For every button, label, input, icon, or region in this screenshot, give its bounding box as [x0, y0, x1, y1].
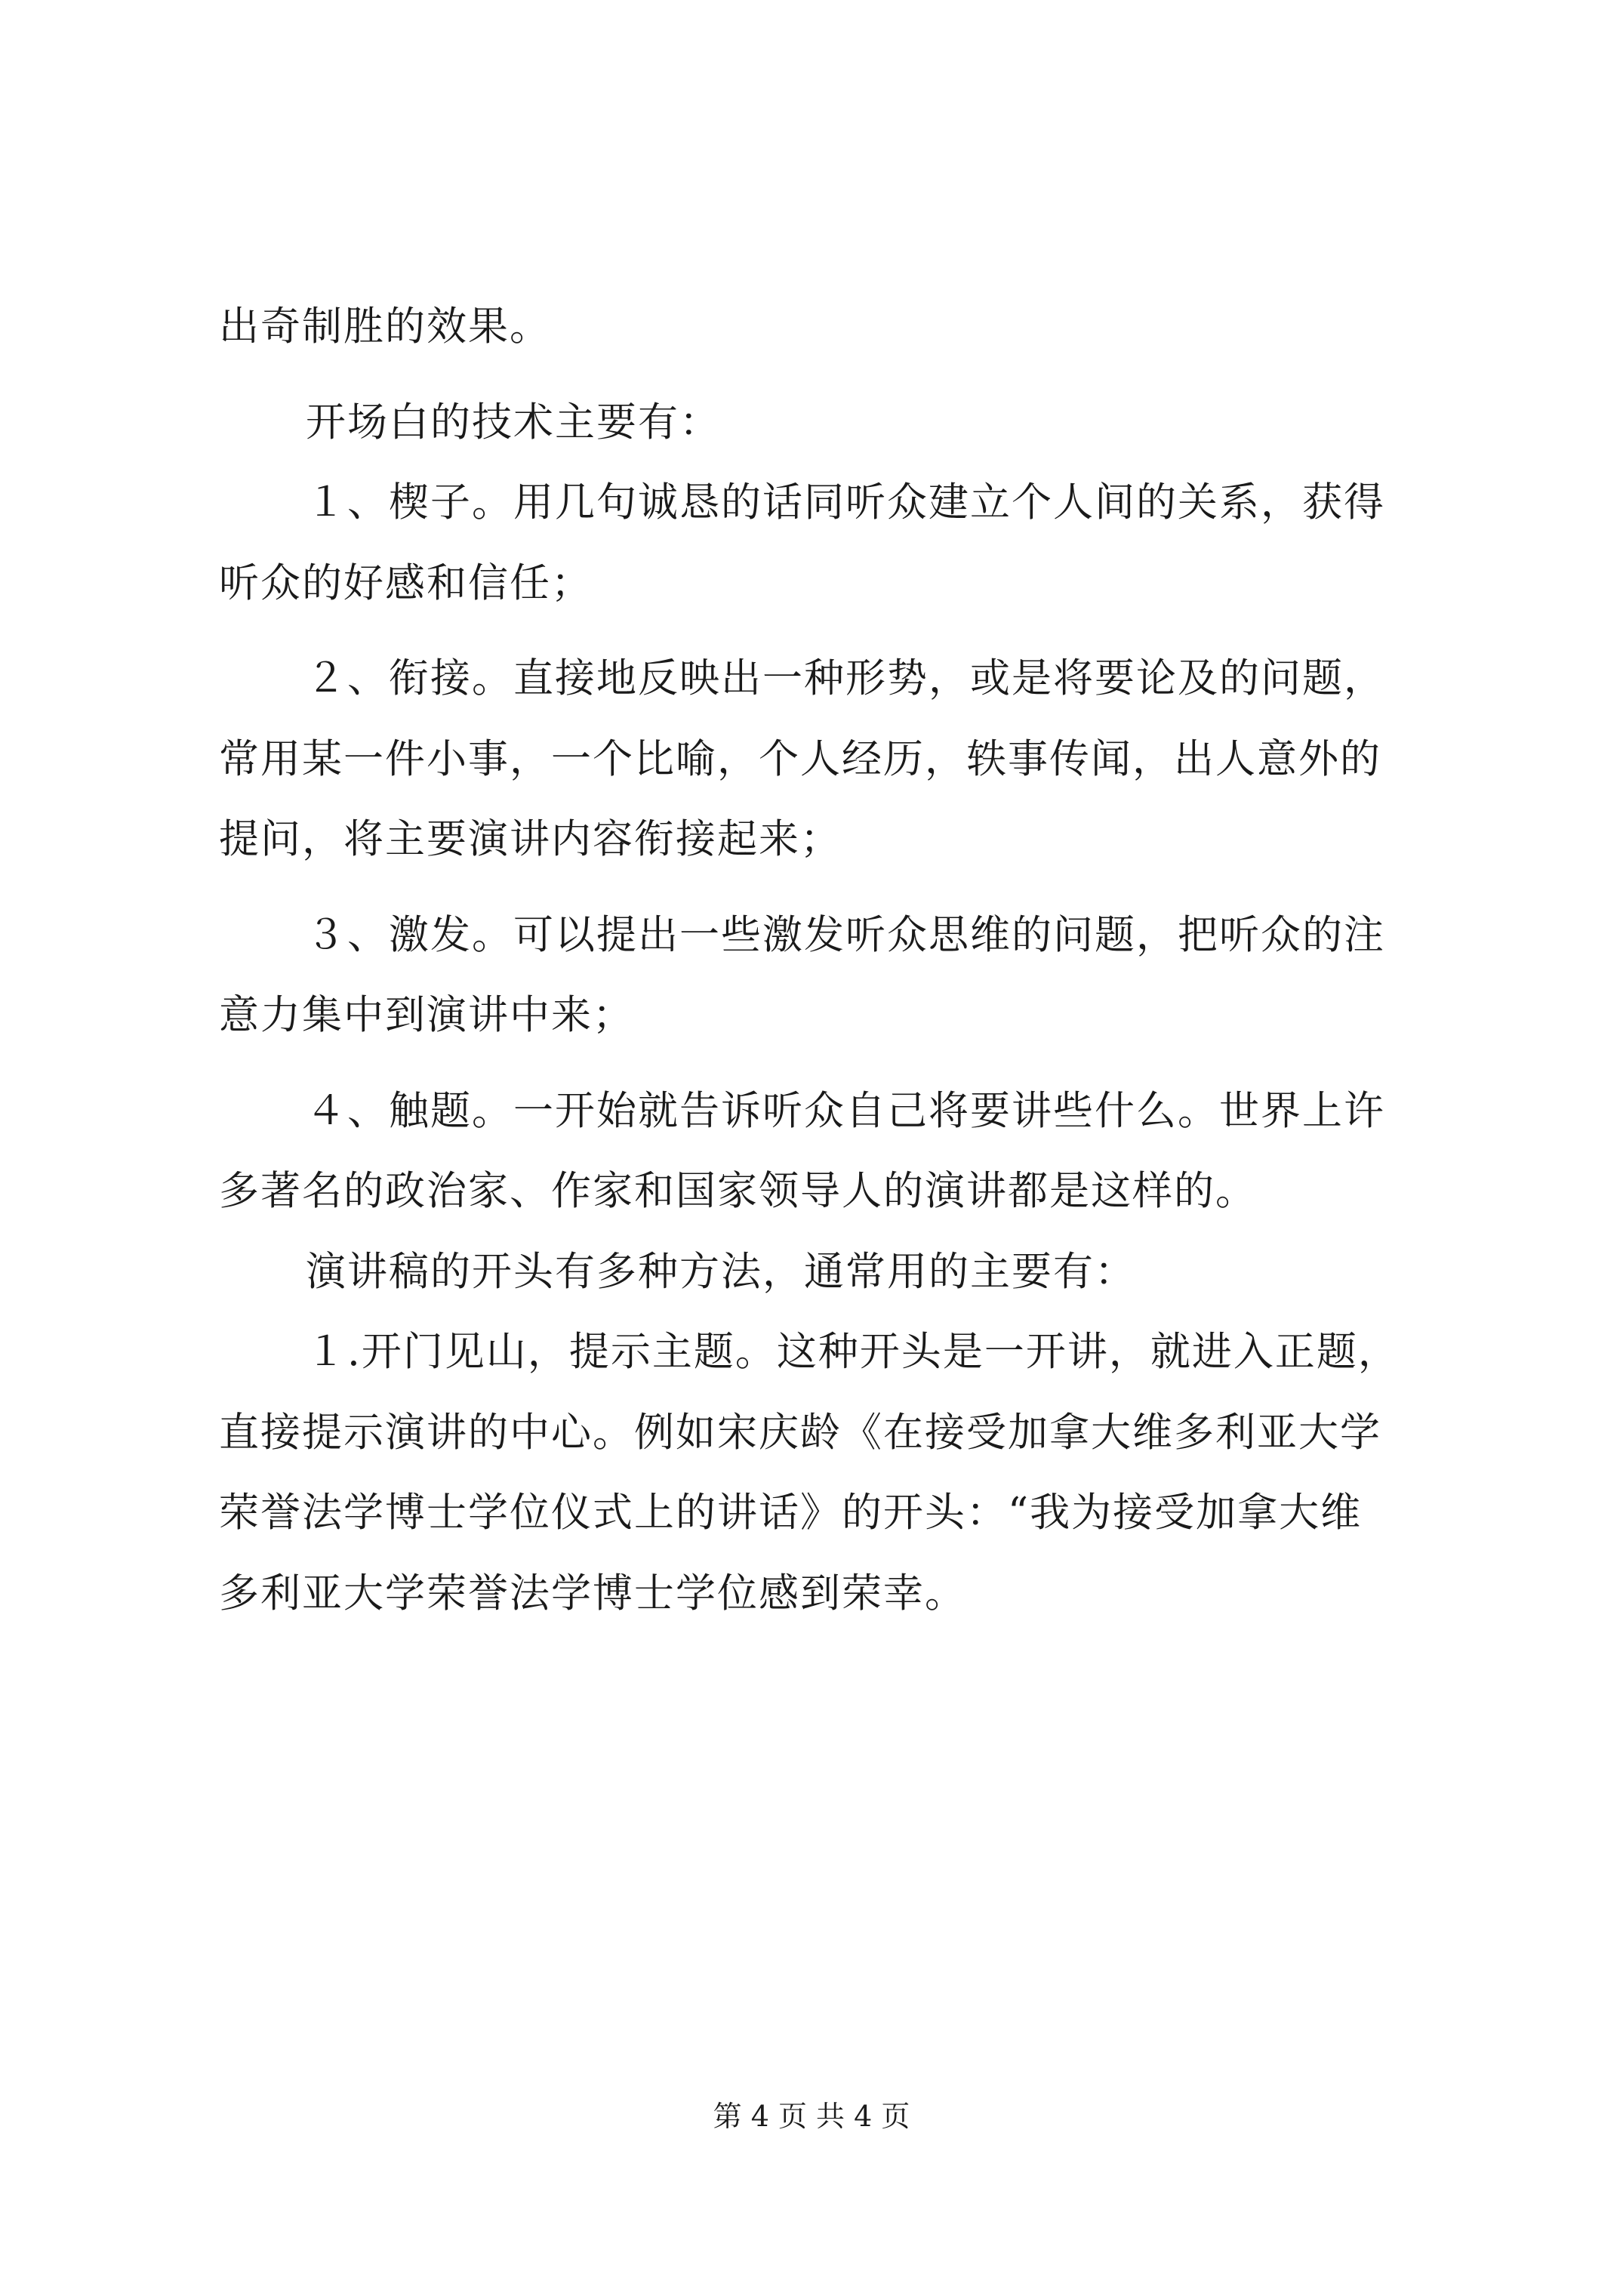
body-line-12: 演讲稿的开头有多种方法，通常用的主要有： [306, 1249, 1136, 1295]
body-line-15: 荣誉法学博士学位仪式上的讲话》的开头：“我为接受加拿大维 [219, 1490, 1363, 1536]
body-line-13: １.开门见山，提示主题。这种开头是一开讲，就进入正题， [306, 1329, 1400, 1375]
page-number-footer: 第 4 页 共 4 页 [713, 2100, 910, 2133]
body-line-2: 开场白的技术主要有： [306, 399, 721, 445]
body-line-4: 听众的好感和信任； [219, 560, 593, 606]
body-line-3: １、楔子。用几句诚恳的话同听众建立个人间的关系，获得 [306, 479, 1385, 525]
body-line-11: 多著名的政治家、作家和国家领导人的演讲都是这样的。 [219, 1168, 1257, 1214]
body-line-1: 出奇制胜的效果。 [219, 304, 551, 350]
body-line-7: 提问，将主要演讲内容衔接起来； [219, 816, 842, 862]
body-line-14: 直接提示演讲的中心。例如宋庆龄《在接受加拿大维多利亚大学 [219, 1410, 1381, 1456]
body-line-6: 常用某一件小事，一个比喻，个人经历，轶事传闻，出人意外的 [219, 736, 1381, 782]
body-line-16: 多利亚大学荣誉法学博士学位感到荣幸。 [219, 1570, 966, 1616]
body-line-9: 意力集中到演讲中来； [219, 992, 634, 1038]
body-line-5: ２、衔接。直接地反映出一种形势，或是将要论及的问题， [306, 655, 1385, 701]
body-line-8: ３、激发。可以提出一些激发听众思维的问题，把听众的注 [306, 912, 1385, 958]
body-line-10: ４、触题。一开始就告诉听众自己将要讲些什么。世界上许 [306, 1088, 1385, 1134]
